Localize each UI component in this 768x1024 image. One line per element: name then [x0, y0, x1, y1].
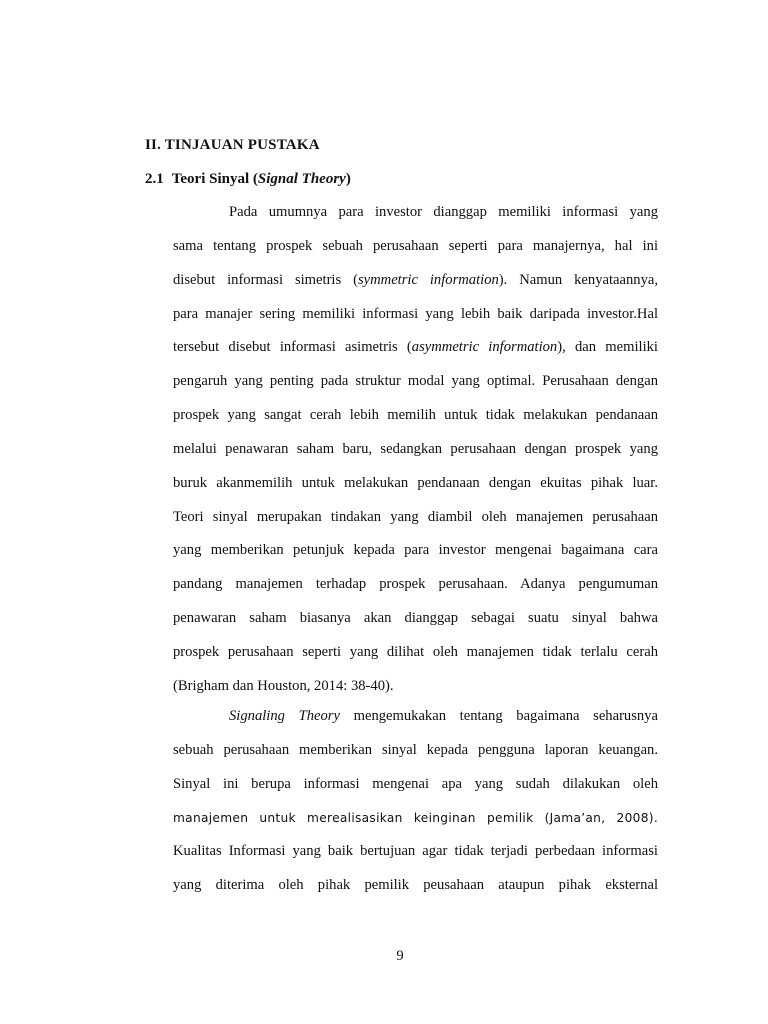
text-segment: ). Namun kenyataannya,	[498, 271, 658, 288]
text-line: para manajer sering memiliki informasi yang lebih baik daripada investor.Hal	[173, 305, 658, 322]
text-line: melalui penawaran saham baru, sedangkan perusahaan dengan prospek yang	[173, 440, 658, 457]
text-line	[173, 331, 658, 365]
text-line: (Brigham dan Houston, 2014: 38-40).	[173, 677, 394, 694]
text-line: pengaruh yang penting pada struktur modal yang optimal. Perusahaan dengan	[173, 373, 658, 390]
text-segment: tersebut disebut informasi asimetris (	[173, 339, 412, 356]
paragraph-signaling-theory	[173, 700, 658, 903]
text-line: prospek perusahaan seperti yang dilihat oleh manajemen tidak terlalu cerah	[173, 643, 658, 660]
text-line: pandang manajemen terhadap prospek perusahaan. Adanya pengumuman	[173, 576, 658, 593]
text-line: penawaran saham biasanya akan dianggap sebagai suatu sinyal bahwa	[173, 610, 658, 627]
section-title-prefix: Teori Sinyal (	[171, 171, 258, 187]
text-segment: mengemukakan tentang bagaimana seharusnya	[339, 708, 658, 724]
italic-term: asymmetric information	[411, 339, 558, 356]
section-heading	[145, 171, 351, 188]
text-line: sebuah perusahaan memberikan sinyal kepada pengguna laporan keuangan.	[173, 741, 658, 758]
text-line: buruk akanmemilih untuk melakukan pendanaan dengan ekuitas pihak luar.	[173, 474, 658, 491]
text-line: prospek yang sangat cerah lebih memilih untuk tidak melakukan pendanaan	[173, 407, 658, 424]
page-number: 9	[396, 948, 404, 964]
text-line	[173, 700, 658, 734]
text-line: Pada umumnya para investor dianggap memiliki informasi yang	[229, 204, 658, 220]
paragraph-signal-theory	[173, 196, 658, 704]
text-segment: ), dan memiliki	[557, 339, 658, 356]
section-number: 2.1	[145, 171, 164, 187]
section-title-italic: Signal Theory	[257, 171, 346, 187]
text-line: yang memberikan petunjuk kepada para investor mengenai bagaimana cara	[173, 542, 658, 559]
text-line: Sinyal ini berupa informasi mengenai apa yang sudah dilakukan oleh	[173, 775, 658, 792]
text-line: yang diterima oleh pihak pemilik peusahaan ataupun pihak eksternal	[173, 877, 658, 894]
text-line: Teori sinyal merupakan tindakan yang diambil oleh manajemen perusahaan	[173, 508, 658, 525]
text-line: manajemen untuk merealisasikan keinginan pemilik (Jama’an, 2008).	[173, 810, 658, 825]
chapter-title: II. TINJAUAN PUSTAKA	[145, 137, 320, 153]
text-segment: disebut informasi simetris (	[173, 271, 358, 288]
section-title-suffix: )	[345, 171, 351, 187]
italic-term: Signaling Theory	[229, 708, 340, 724]
text-line: Kualitas Informasi yang baik bertujuan agar tidak terjadi perbedaan informasi	[173, 843, 658, 860]
text-line: sama tentang prospek sebuah perusahaan seperti para manajernya, hal ini	[173, 237, 658, 254]
text-line	[173, 264, 658, 298]
italic-term: symmetric information	[357, 271, 499, 288]
